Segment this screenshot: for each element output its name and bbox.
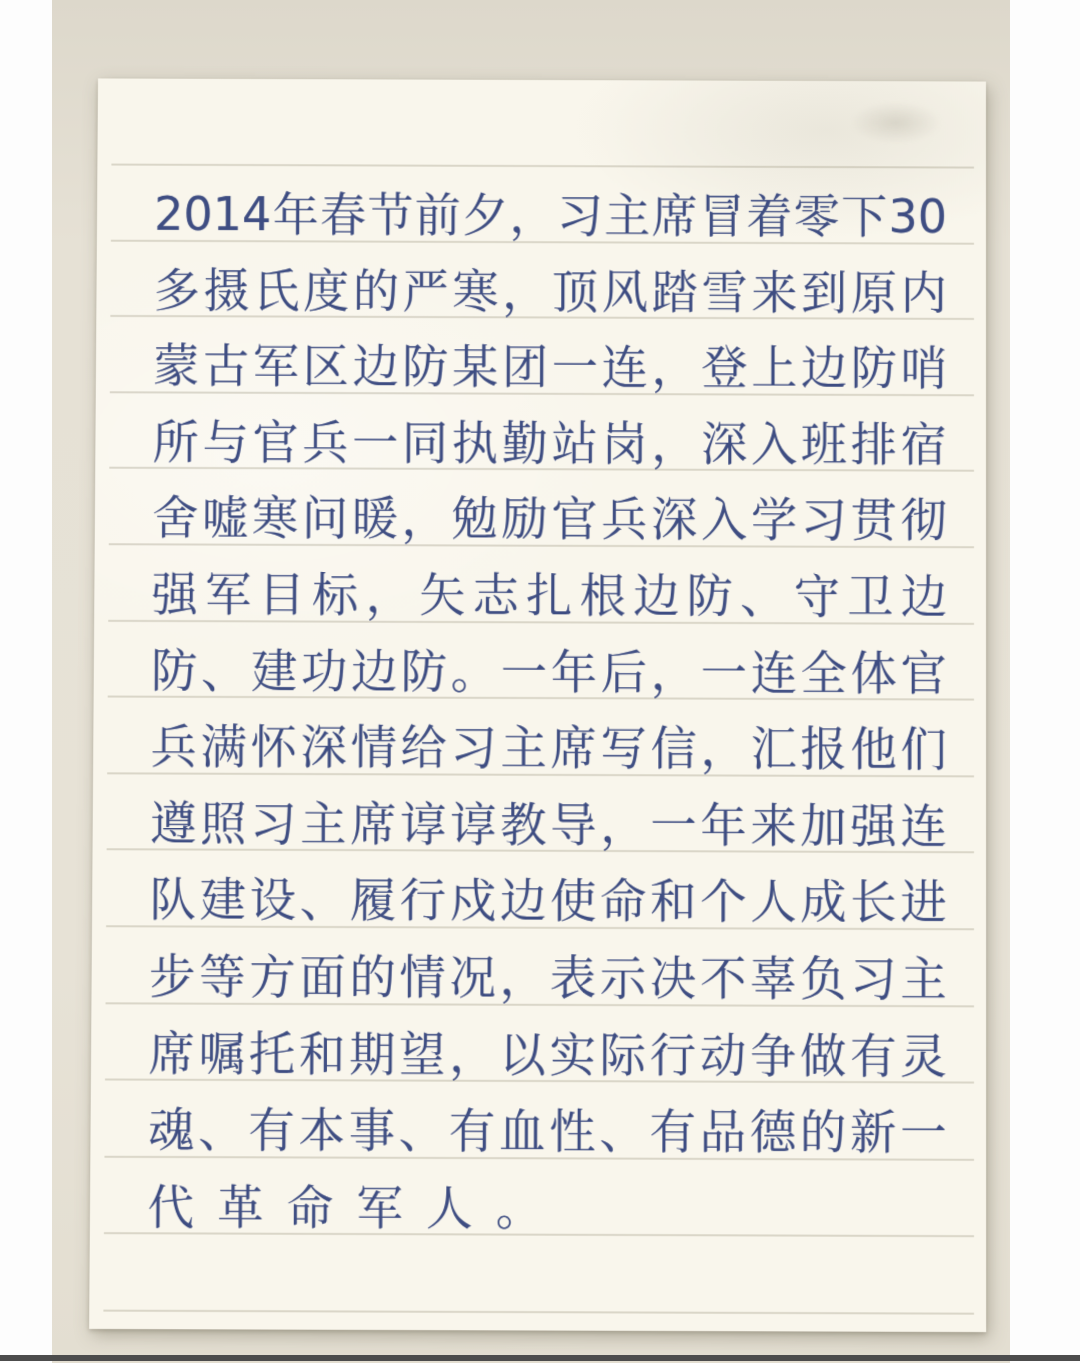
handwriting-line: 强 军 目 标 ， 矢 志 扎 根 边 防 、 守 卫 边 (151, 566, 947, 624)
handwriting-line: 魂 、 有 本 事 、 有 血 性 、 有 品 德 的 新 一 (147, 1102, 947, 1160)
ruled-line (111, 164, 974, 169)
handwriting-line: 席 嘱 托 和 期 望 ， 以 实 际 行 动 争 做 有 灵 (148, 1025, 947, 1084)
handwriting-line: 防 、 建 功 边 防 。 一 年 后 ， 一 连 全 体 官 (150, 642, 947, 701)
handwriting-line: 步 等 方 面 的 情 况 ， 表 示 决 不 辜 负 习 主 (148, 948, 947, 1007)
handwriting-line: 所 与 官 兵 一 同 执 勤 站 岗 ， 深 入 班 排 宿 (152, 414, 947, 472)
handwriting-line: 遵 照 习 主 席 谆 谆 教 导 ， 一 年 来 加 强 连 (149, 795, 947, 853)
handwriting-line: 代 革 命 军 人 。 (147, 1179, 543, 1236)
ruled-line (103, 1310, 974, 1315)
handwriting-line: 队 建 设 、 履 行 戍 边 使 命 和 个 人 成 长 进 (149, 872, 947, 930)
handwriting-line: 兵 满 怀 深 情 给 习 主 席 写 信 ， 汇 报 他 们 (150, 719, 947, 777)
handwriting-line: 2014 年 春 节 前 夕 ， 习 主 席 冒 着 零 下 30 (153, 186, 947, 244)
bottom-edge-bar (0, 1355, 1080, 1361)
paper-smudge (836, 95, 956, 150)
letter-paper (89, 78, 986, 1332)
handwriting-line: 蒙 古 军 区 边 防 某 团 一 连 ， 登 上 边 防 哨 (152, 338, 947, 396)
handwriting-line: 舍 嘘 寒 问 暖 ， 勉 励 官 兵 深 入 学 习 贯 彻 (151, 490, 947, 548)
handwriting-line: 多 摄 氏 度 的 严 寒 ， 顶 风 踏 雪 来 到 原 内 (153, 262, 947, 320)
